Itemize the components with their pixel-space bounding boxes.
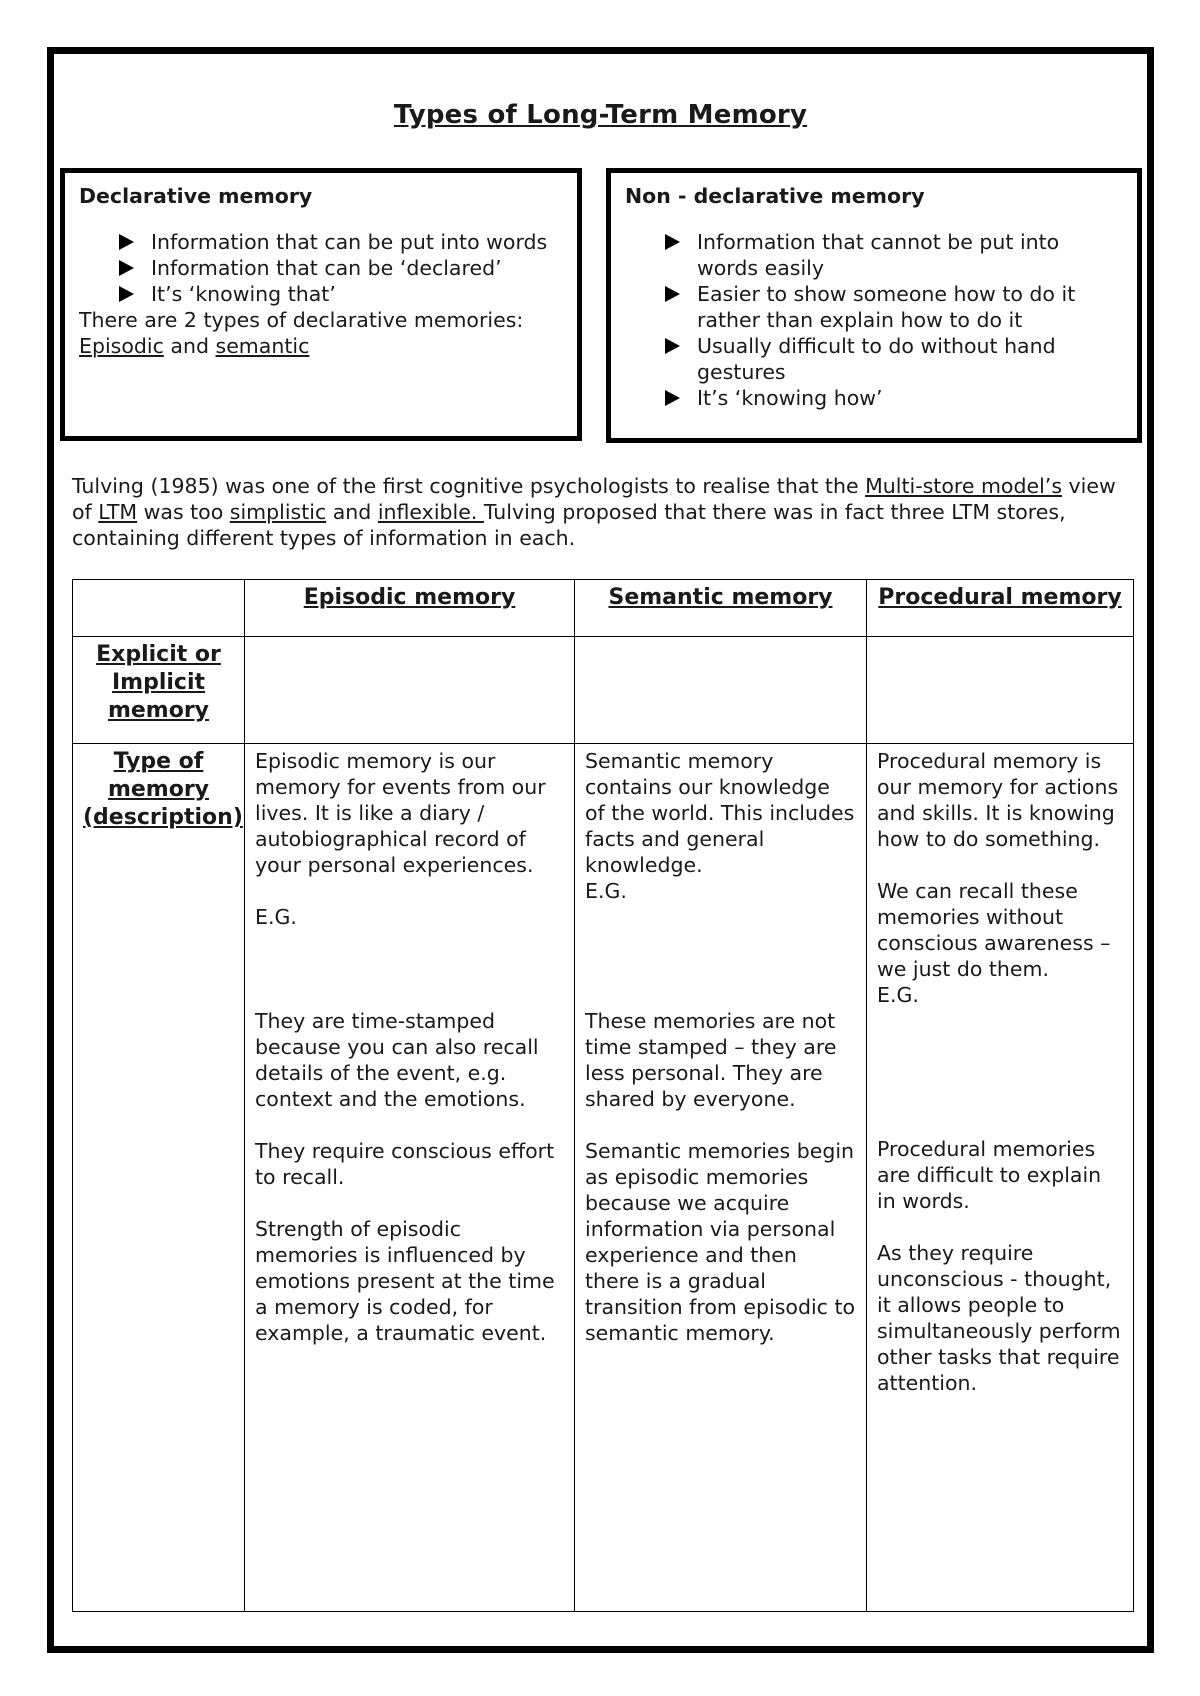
episodic-description-cell: Episodic memory is our memory for events from our lives. It is like a diary / autobiographical record of your personal experiences. E.G. They are time-stamped because you can also recall details of the event, e.g. context and the emotions. They require conscious effort to recall. Strength of episodic memories is influenced by emotions present at the time a memory is coded, for example, a traumatic event. [245,744,575,1612]
arrow-bullet-icon [665,286,680,302]
list-item: Information that can be ‘declared’ [119,255,563,281]
table-cell [245,637,575,744]
table-header-semantic: Semantic memory [575,580,867,637]
declarative-heading: Declarative memory [79,184,313,208]
non-declarative-heading: Non - declarative memory [625,184,925,208]
list-item: Information that cannot be put into words easily [665,229,1123,281]
arrow-bullet-icon [119,260,134,276]
non-declarative-box [606,168,1142,443]
table-row [73,637,1134,744]
intro-paragraph: Tulving (1985) was one of the first cognitive psychologists to realise that the Multi-store model’s view of LTM was too simplistic and inflexible. Tulving proposed that there was in fact three LTM stores, containing different types of information in each. [72,474,1116,550]
arrow-bullet-icon [665,338,680,354]
page-title: Types of Long-Term Memory [393,100,808,130]
arrow-bullet-icon [665,390,680,406]
list-item: Information that can be put into words [119,229,563,255]
non-declarative-list [625,229,1123,411]
arrow-bullet-icon [665,234,680,250]
list-item: It’s ‘knowing that’ [119,281,563,307]
table-header-episodic: Episodic memory [245,580,575,637]
table-header-procedural: Procedural memory [867,580,1134,637]
semantic-link: semantic [215,334,310,358]
declarative-note: There are 2 types of declarative memories: [79,308,524,332]
semantic-description-cell: Semantic memory contains our knowledge of the world. This includes facts and general knowledge. E.G. These memories are not time stamped – they are less personal. They are shared by everyone. Semantic memories begin as episodic memories because we acquire information via personal experience and then there is a gradual transition from episodic to semantic memory. [575,744,867,1612]
arrow-bullet-icon [119,234,134,250]
row-label-type-of-memory: Type of memory (description) [73,744,245,1612]
procedural-description-cell: Procedural memory is our memory for actions and skills. It is knowing how to do something. We can recall these memories without conscious awareness – we just do them. E.G. Procedural memories are difficult to explain in words. As they require unconscious - thought, it allows people to simultaneously perform other tasks that require attention. [867,744,1134,1612]
row-label-explicit-implicit: Explicit or Implicit memory [73,637,245,744]
declarative-list [79,229,563,307]
table-cell [867,637,1134,744]
declarative-box [60,168,582,441]
declarative-types: Episodic and semantic [79,334,310,358]
list-item: Usually difficult to do without hand gestures [665,333,1123,385]
memory-table [72,579,1134,1612]
arrow-bullet-icon [119,286,134,302]
list-item: Easier to show someone how to do it rather than explain how to do it [665,281,1123,333]
table-row [73,744,1134,1612]
table-header-corner [73,580,245,637]
list-item: It’s ‘knowing how’ [665,385,1123,411]
table-cell [575,637,867,744]
table-header-row [73,580,1134,637]
episodic-link: Episodic [79,334,164,358]
